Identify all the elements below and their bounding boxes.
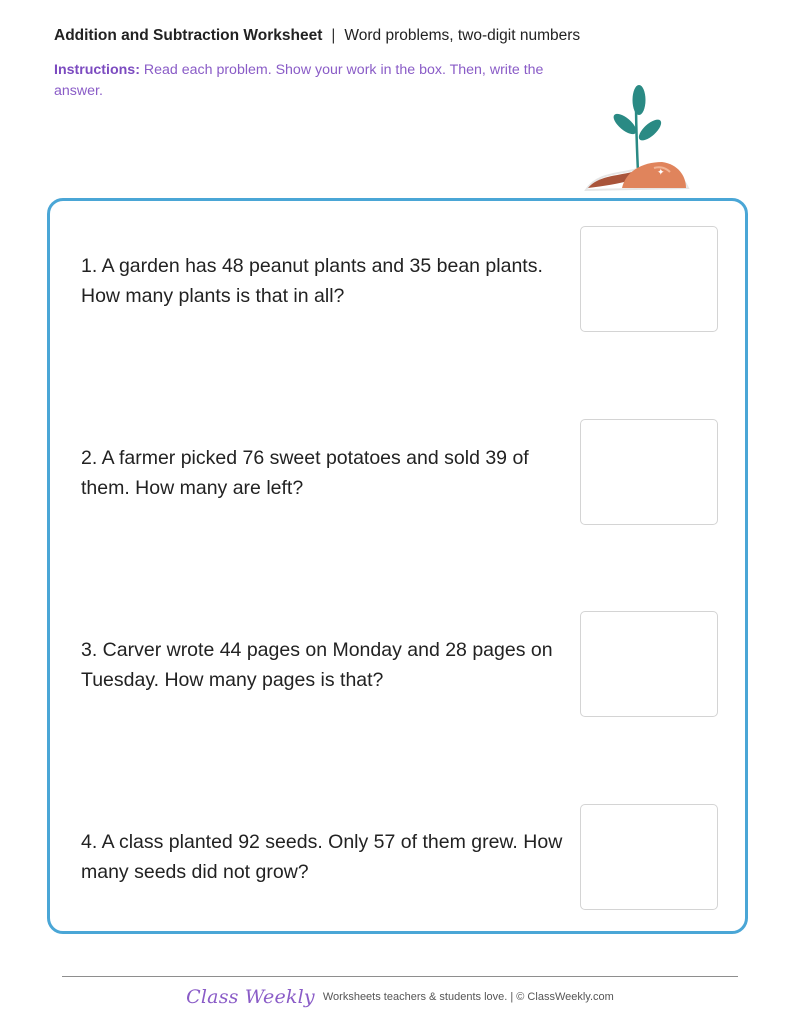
problem-1-answer-box[interactable]: [580, 226, 718, 332]
instructions-label: Instructions:: [54, 62, 140, 78]
worksheet-subtitle: Word problems, two-digit numbers: [344, 27, 581, 44]
sprouting-plant-icon: [582, 80, 694, 194]
problem-2-answer-box[interactable]: [580, 419, 718, 525]
footer-divider: [62, 976, 738, 977]
worksheet-header: [54, 27, 580, 45]
problem-3-text: 3. Carver wrote 44 pages on Monday and 28 pages on Tuesday. How many pages is that?: [81, 639, 553, 691]
problem-4-text: 4. A class planted 92 seeds. Only 57 of them grew. How many seeds did not grow?: [81, 831, 563, 883]
svg-text:✦: ✦: [657, 168, 665, 178]
instructions: [54, 60, 554, 102]
brand-logo: Class Weekly: [186, 986, 315, 1008]
problem-1-text: 1. A garden has 48 peanut plants and 35 bean plants. How many plants is that in all?: [81, 255, 543, 307]
problem-2-text: 2. A farmer picked 76 sweet potatoes and sold 39 of them. How many are left?: [81, 447, 529, 499]
footer-tagline: Worksheets teachers & students love. | © ClassWeekly.com: [322, 991, 614, 1003]
problem-3-answer-box[interactable]: [580, 611, 718, 717]
header-separator: |: [331, 27, 336, 44]
problem-4-answer-box[interactable]: [580, 804, 718, 910]
instructions-text: Read each problem. Show your work in the box. Then, write the answer.: [54, 62, 544, 99]
worksheet-title: Addition and Subtraction Worksheet: [54, 27, 323, 44]
footer: [0, 986, 800, 1008]
